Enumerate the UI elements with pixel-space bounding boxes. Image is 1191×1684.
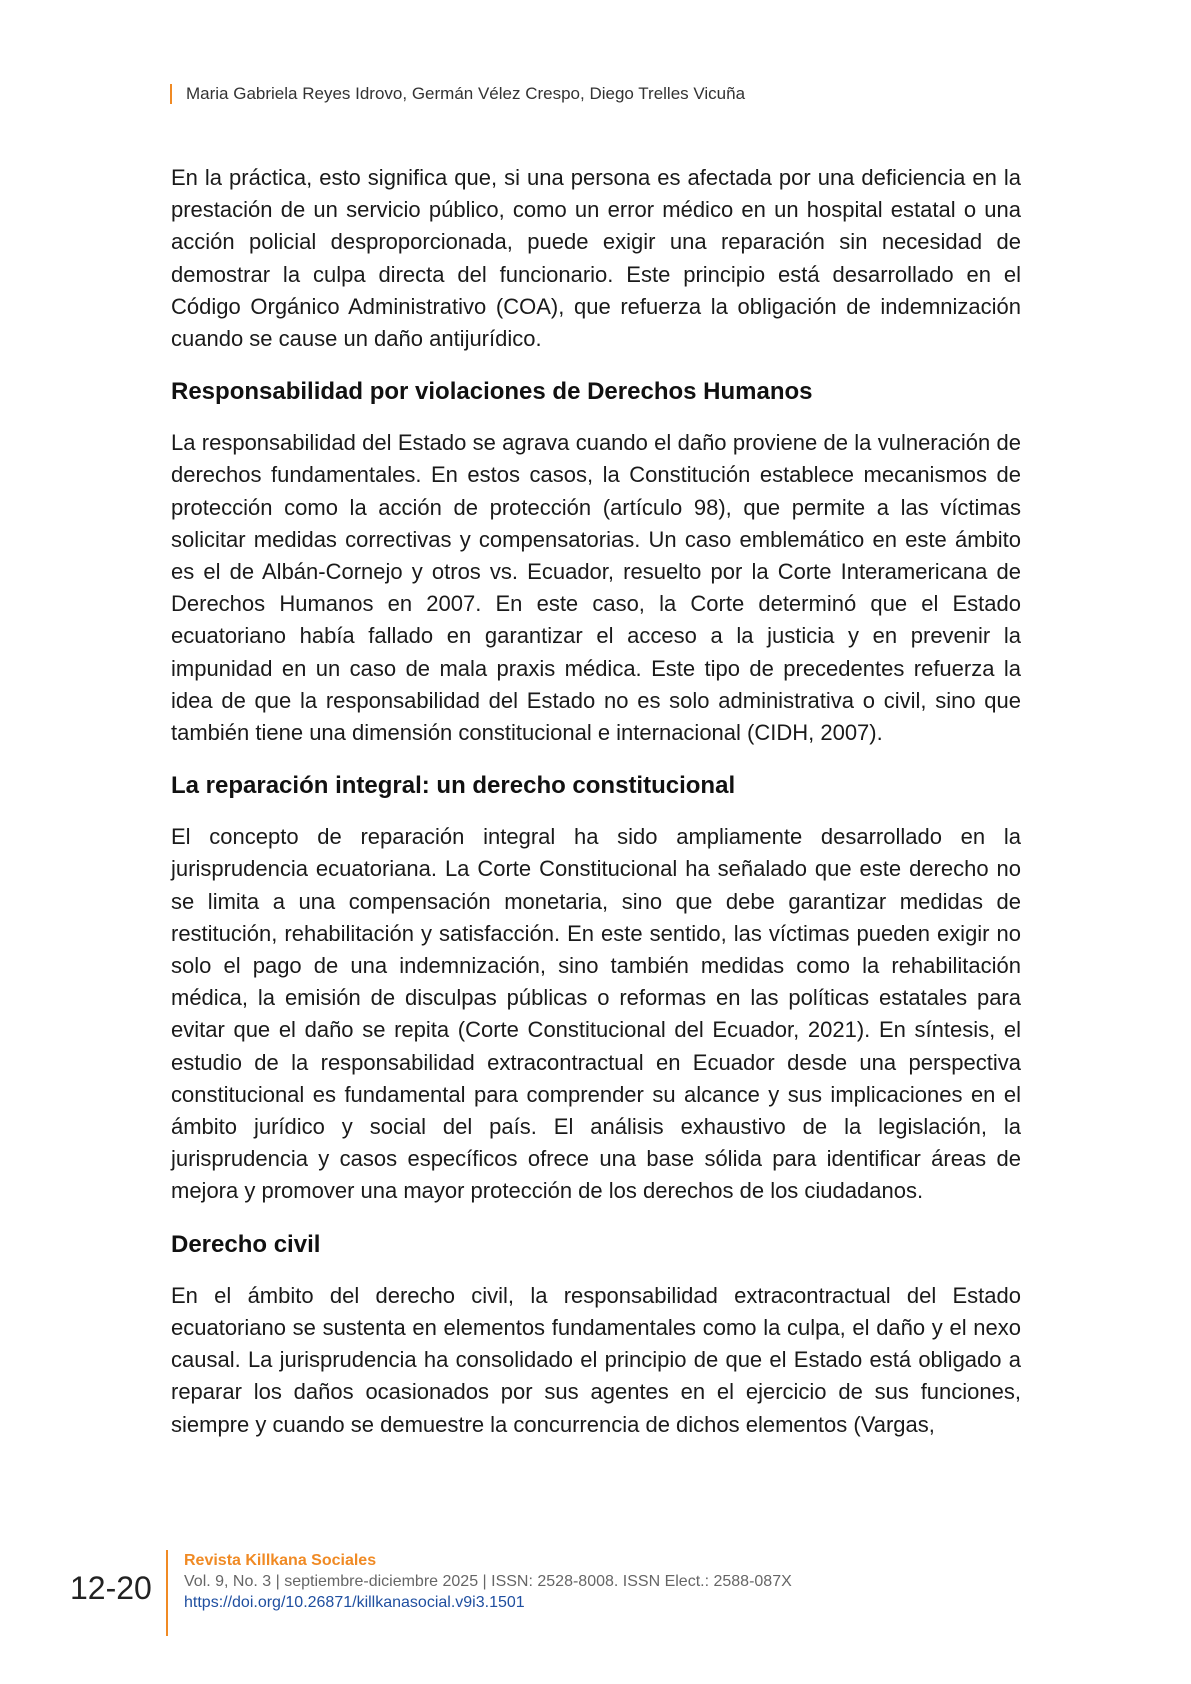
article-body <box>171 162 1021 1441</box>
running-header <box>170 84 745 104</box>
journal-name: Revista Killkana Sociales <box>184 1552 377 1569</box>
body-paragraph-1: En la práctica, esto significa que, si una persona es afectada por una deficiencia en la prestación de un servicio público, como un error médico en un hospital estatal o una acción policial desproporcionada, puede exigir una reparación sin necesidad de demostrar la culpa directa del funcionario. Este principio está desarrollado en el Código Orgánico Administrativo (COA), que refuerza la obligación de indemnización cuando se cause un daño antijurídico. <box>171 165 1021 352</box>
section-heading-human-rights: Responsabilidad por violaciones de Derechos Humanos <box>171 378 813 406</box>
header-accent-bar <box>170 84 172 104</box>
body-paragraph-3: El concepto de reparación integral ha sido ampliamente desarrollado en la jurisprudencia ecuatoriana. La Corte Constitucional ha señalado que este derecho no se limita a una compensación monetaria, sino que debe garantizar medidas de restitución, rehabilitación y satisfacción. En este sentido, las víctimas pueden exigir no solo el pago de una indemnización, sino también medidas como la rehabilitación médica, la emisión de disculpas públicas o reformas en las políticas estatales para evitar que el daño se repita (Corte Constitucional del Ecuador, 2021). En síntesis, el estudio de la responsabilidad extracontractual en Ecuador desde una perspectiva constitucional es fundamental para comprender su alcance y sus implicaciones en el ámbito jurídico y social del país. El análisis exhaustivo de la legislación, la jurisprudencia y casos específicos ofrece una base sólida para identificar áreas de mejora y promover una mayor protección de los derechos de los ciudadanos. <box>171 824 1021 1204</box>
body-paragraph-2: La responsabilidad del Estado se agrava cuando el daño proviene de la vulneración de derechos fundamentales. En estos casos, la Constitución establece mecanismos de protección como la acción de protección (artículo 98), que permite a las víctimas solicitar medidas correctivas y compensatorias. Un caso emblemático en este ámbito es el de Albán-Cornejo y otros vs. Ecuador, resuelto por la Corte Interamericana de Derechos Humanos en 2007. En este caso, la Corte determinó que el Estado ecuatoriano había fallado en garantizar el acceso a la justicia y en prevenir la impunidad en un caso de mala praxis médica. Este tipo de precedentes refuerza la idea de que la responsabilidad del Estado no es solo administrativa o civil, sino que también tiene una dimensión constitucional e internacional (CIDH, 2007). <box>171 430 1021 746</box>
header-authors: Maria Gabriela Reyes Idrovo, Germán Vélez Crespo, Diego Trelles Vicuña <box>186 84 746 103</box>
section-heading-integral-reparation: La reparación integral: un derecho constitucional <box>171 772 736 800</box>
page-number: 12-20 <box>70 1570 152 1606</box>
body-paragraph-4: En el ámbito del derecho civil, la responsabilidad extracontractual del Estado ecuatoriano se sustenta en elementos fundamentales como la culpa, el daño y el nexo causal. La jurisprudencia ha consolidado el principio de que el Estado está obligado a reparar los daños ocasionados por sus agentes en el ejercicio de sus funciones, siempre y cuando se demuestre la concurrencia de dichos elementos (Vargas, <box>171 1282 1021 1437</box>
doi-link[interactable]: https://doi.org/10.26871/killkanasocial.v9i3.1501 <box>184 1594 525 1611</box>
footer-accent-bar <box>166 1550 168 1636</box>
issue-info: Vol. 9, No. 3 | septiembre-diciembre 2025 | ISSN: 2528-8008. ISSN Elect.: 2588-087X <box>184 1573 792 1590</box>
footer-citation <box>184 1550 792 1613</box>
section-heading-civil-law: Derecho civil <box>171 1230 321 1258</box>
page-footer <box>70 1550 792 1636</box>
